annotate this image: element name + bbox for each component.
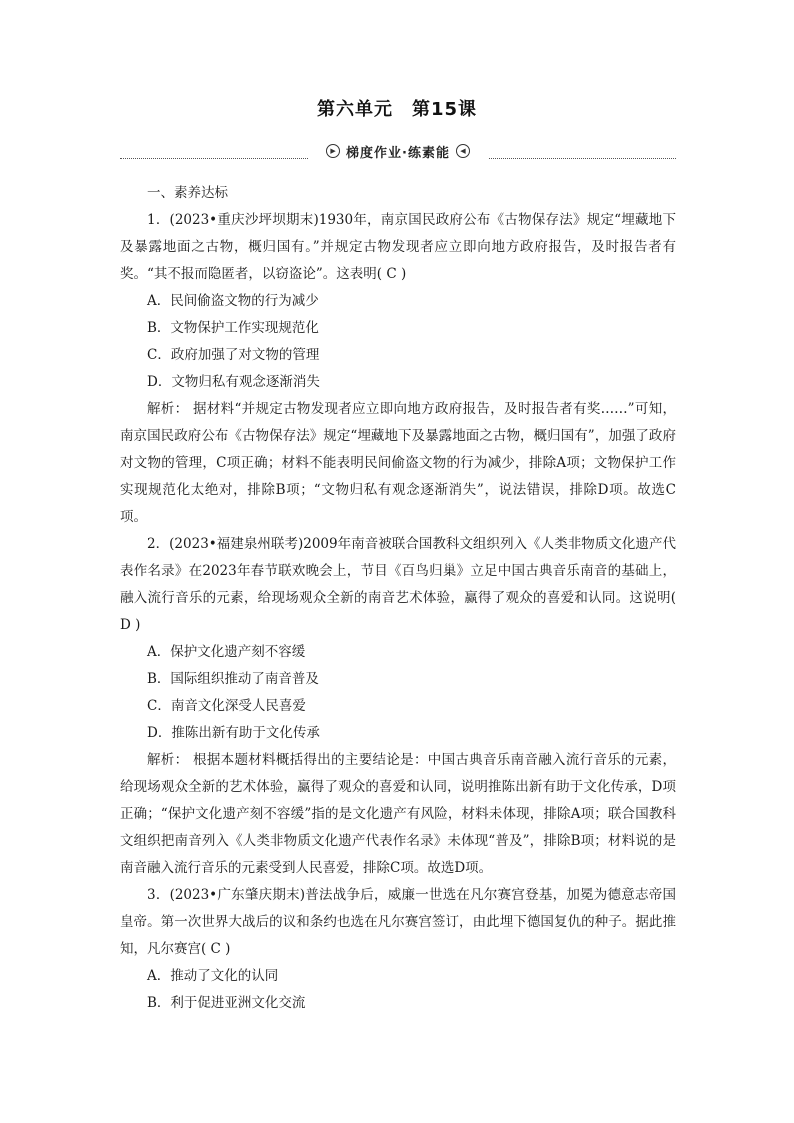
question-2	[120, 531, 676, 882]
analysis: 解析： 据材料“并规定古物发现者应立即向地方政府报告，及时报告者有奖……”可知，南京国民政府公布《古物保存法》规定“埋藏地下及暴露地面之古物，概归国有”，加强了政府对文物的管理，C项正确；材料不能表明民间偷盗文物的行为减少，排除A项；文物保护工作实现规范化太绝对，排除B项；“文物归私有观念逐渐消失”，说法错误，排除D项。故选C项。	[120, 401, 676, 525]
option-a: A．保护文化遗产刻不容缓	[147, 644, 306, 660]
option-c: C．政府加强了对文物的管理	[147, 347, 320, 363]
question-stem: 3．(2023•广东肇庆期末)普法战争后，威廉一世选在凡尔赛宫登基，加冕为德意志帝国皇帝。第一次世界大战后的议和条约也选在凡尔赛宫签订，由此埋下德国复仇的种子。据此推知，凡尔赛宫( C )	[120, 887, 676, 957]
page-title: 第六单元 第15课	[316, 99, 478, 120]
option-a: A．民间偷盗文物的行为减少	[147, 293, 319, 309]
option-b: B．国际组织推动了南音普及	[147, 671, 319, 687]
question-stem: 1．(2023•重庆沙坪坝期末)1930年，南京国民政府公布《古物保存法》规定“埋藏地下及暴露地面之古物，概归国有。”并规定古物发现者应立即向地方政府报告，及时报告者有奖。“其不报而隐匿者，以窃盗论”。这表明( C )	[120, 212, 676, 282]
play-right-icon: ▶	[326, 144, 340, 158]
document-body	[120, 180, 676, 1017]
section-heading: 一、素养达标	[147, 185, 228, 201]
question-3	[120, 882, 676, 1017]
option-b: B．文物保护工作实现规范化	[147, 320, 319, 336]
analysis: 解析： 根据本题材料概括得出的主要结论是：中国古典音乐南音融入流行音乐的元素，给现场观众全新的艺术体验，赢得了观众的喜爱和认同，说明推陈出新有助于文化传承，D项正确；“保护文化遗产刻不容缓”指的是文化遗产有风险，材料未体现，排除A项；联合国教科文组织把南音列入《人类非物质文化遗产代表作名录》未体现“普及”，排除B项；材料说的是南音融入流行音乐的元素受到人民喜爱，排除C项。故选D项。	[120, 752, 676, 876]
question-stem: 2．(2023•福建泉州联考)2009年南音被联合国教科文组织列入《人类非物质文化遗产代表作名录》在2023年春节联欢晚会上，节目《百鸟归巢》立足中国古典音乐南音的基础上，融入流行音乐的元素，给现场观众全新的南音艺术体验，赢得了观众的喜爱和认同。这说明( D )	[120, 536, 676, 633]
option-a: A．推动了文化的认同	[147, 968, 279, 984]
option-d: D．推陈出新有助于文化传承	[147, 725, 320, 741]
play-left-icon: ◀	[456, 144, 470, 158]
option-c: C．南音文化深受人民喜爱	[147, 698, 306, 714]
section-banner	[120, 141, 676, 161]
question-1	[120, 207, 676, 531]
option-d: D．文物归私有观念逐渐消失	[147, 374, 320, 390]
option-b: B．利于促进亚洲文化交流	[147, 995, 306, 1011]
banner-label: ▶ 梯度作业·练素能 ◀	[308, 141, 488, 161]
